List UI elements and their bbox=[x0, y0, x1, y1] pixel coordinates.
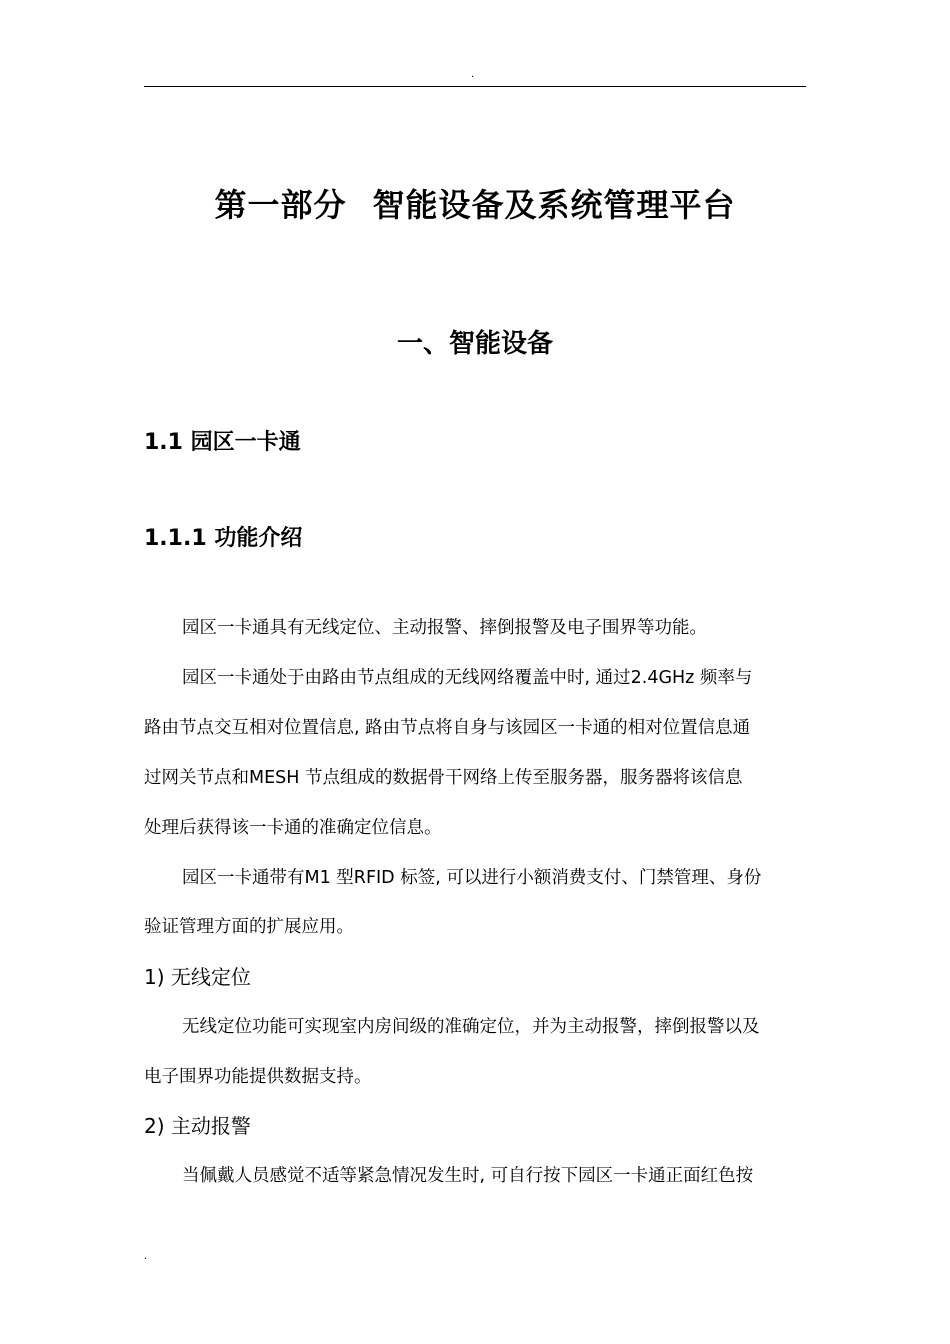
part-title-part: 第一部分 bbox=[214, 186, 347, 224]
subsection-title: 功能介绍 bbox=[214, 526, 303, 551]
paragraph-line: 园区一卡通处于由路由节点组成的无线网络覆盖中时, 通过2.4GHz 频率与 bbox=[182, 668, 753, 688]
header-mark: . bbox=[471, 69, 475, 80]
list-heading-active-alarm: 2) 主动报警 bbox=[144, 1114, 251, 1138]
subsection-number: 1.1.1 bbox=[144, 526, 207, 551]
paragraph-line: 园区一卡通带有M1 型RFID 标签, 可以进行小额消费支付、门禁管理、身份 bbox=[182, 868, 762, 888]
paragraph-line: 处理后获得该一卡通的准确定位信息。 bbox=[144, 818, 442, 838]
list-heading-wireless-positioning: 1) 无线定位 bbox=[144, 965, 251, 989]
chapter-title: 一、智能设备 bbox=[396, 329, 553, 359]
part-title-name: 智能设备及系统管理平台 bbox=[372, 186, 736, 224]
section-number: 1.1 bbox=[144, 430, 183, 455]
paragraph-line: 验证管理方面的扩展应用。 bbox=[144, 917, 354, 937]
paragraph-line: 当佩戴人员感觉不适等紧急情况发生时, 可自行按下园区一卡通正面红色按 bbox=[182, 1166, 754, 1186]
header-rule bbox=[144, 86, 806, 87]
paragraph-line: 过网关节点和MESH 节点组成的数据骨干网络上传至服务器，服务器将该信息 bbox=[144, 768, 743, 788]
section-heading bbox=[144, 424, 301, 462]
section-title: 园区一卡通 bbox=[190, 430, 301, 455]
paragraph-line: 电子围界功能提供数据支持。 bbox=[144, 1067, 372, 1087]
part-title bbox=[0, 180, 950, 230]
footer-mark: . bbox=[144, 1251, 148, 1262]
paragraph-line: 无线定位功能可实现室内房间级的准确定位，并为主动报警，摔倒报警以及 bbox=[182, 1017, 760, 1037]
subsection-heading bbox=[144, 520, 302, 558]
paragraph-line: 路由节点交互相对位置信息, 路由节点将自身与该园区一卡通的相对位置信息通 bbox=[144, 718, 751, 738]
paragraph-line: 园区一卡通具有无线定位、主动报警、摔倒报警及电子围界等功能。 bbox=[182, 618, 707, 638]
